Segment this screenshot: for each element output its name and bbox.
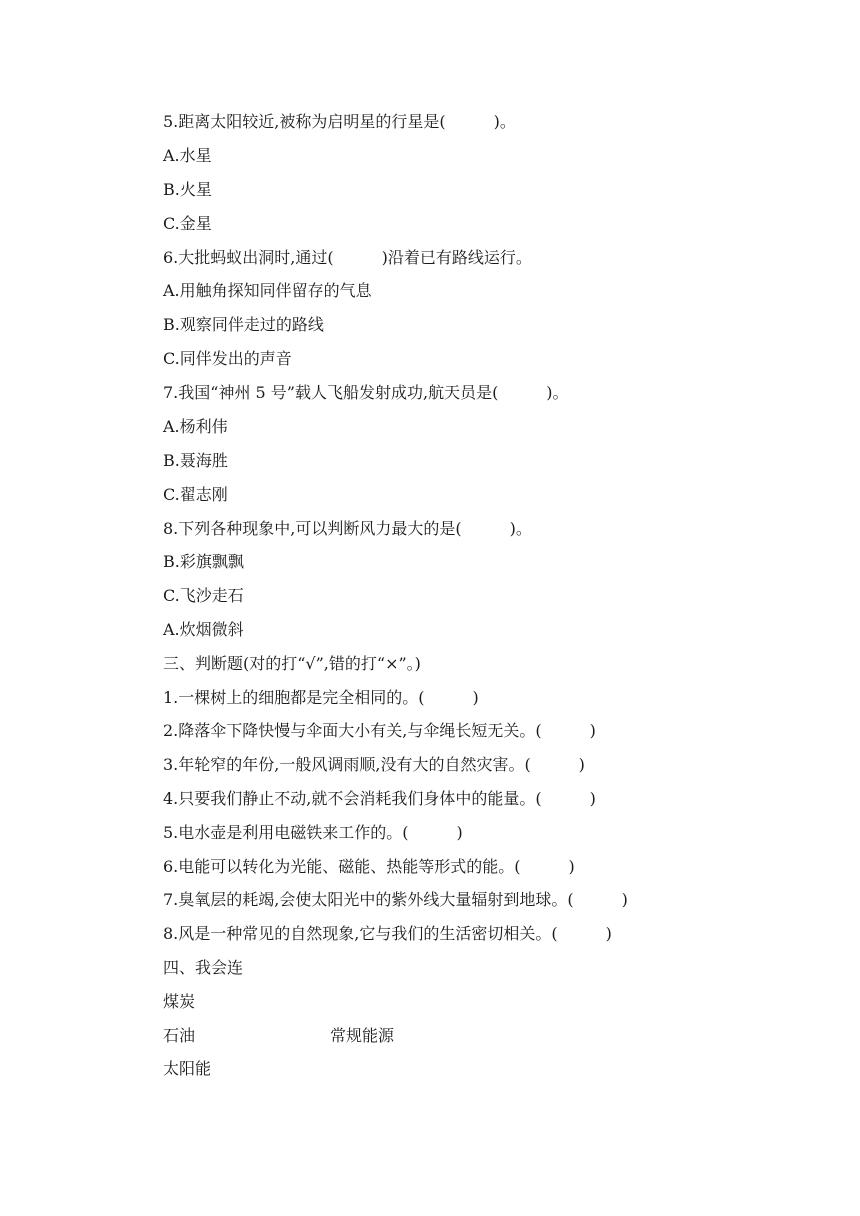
judgment-5: 5.电水壶是利用电磁铁来工作的。( ) — [163, 823, 463, 842]
option-8a: A.炊烟微斜 — [163, 620, 244, 639]
section-4-title: 四、我会连 — [163, 958, 244, 977]
judgment-6: 6.电能可以转化为光能、磁能、热能等形式的能。( ) — [163, 857, 575, 876]
match-right-item: 常规能源 — [330, 1026, 395, 1045]
match-left-item: 太阳能 — [163, 1059, 212, 1078]
judgment-1: 1.一棵树上的细胞都是完全相同的。( ) — [163, 688, 479, 707]
option-6b: B.观察同伴走过的路线 — [163, 315, 324, 334]
option-6c: C.同伴发出的声音 — [163, 349, 292, 368]
option-7b: B.聂海胜 — [163, 451, 228, 470]
option-7c: C.翟志刚 — [163, 485, 228, 504]
option-5a: A.水星 — [163, 146, 212, 165]
match-left-item: 煤炭 — [163, 992, 196, 1011]
judgment-4: 4.只要我们静止不动,就不会消耗我们身体中的能量。( ) — [163, 789, 596, 808]
judgment-2: 2.降落伞下降快慢与伞面大小有关,与伞绳长短无关。( ) — [163, 721, 596, 740]
option-7a: A.杨利伟 — [163, 417, 228, 436]
question-8: 8.下列各种现象中,可以判断风力最大的是( )。 — [163, 519, 532, 538]
option-8b: B.彩旗飘飘 — [163, 552, 244, 571]
judgment-3: 3.年轮窄的年份,一般风调雨顺,没有大的自然灾害。( ) — [163, 755, 585, 774]
judgment-8: 8.风是一种常见的自然现象,它与我们的生活密切相关。( ) — [163, 924, 612, 943]
option-8c: C.飞沙走石 — [163, 586, 244, 605]
judgment-7: 7.臭氧层的耗竭,会使太阳光中的紫外线大量辐射到地球。( ) — [163, 890, 628, 909]
option-6a: A.用触角探知同伴留存的气息 — [163, 281, 372, 300]
section-3-title: 三、判断题(对的打“√”,错的打“×”。) — [163, 654, 421, 673]
option-5c: C.金星 — [163, 214, 212, 233]
question-5: 5.距离太阳较近,被称为启明星的行星是( )。 — [163, 112, 516, 131]
option-5b: B.火星 — [163, 180, 212, 199]
question-7: 7.我国“神州 5 号”载人飞船发射成功,航天员是( )。 — [163, 383, 569, 402]
match-left-item: 石油 — [163, 1026, 196, 1045]
question-6: 6.大批蚂蚁出洞时,通过( )沿着已有路线运行。 — [163, 248, 532, 267]
